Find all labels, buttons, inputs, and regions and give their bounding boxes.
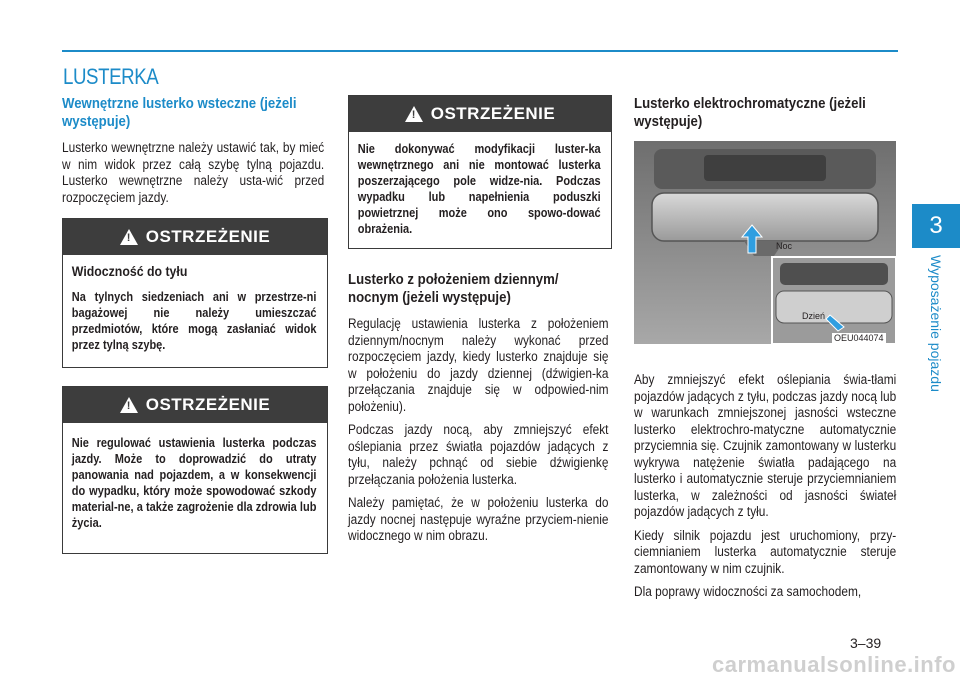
warning-header bbox=[63, 219, 327, 255]
chapter-tab: 3 bbox=[912, 204, 960, 248]
paragraph-inner-mirror: Lusterko wewnętrzne należy ustawić tak, by mieć w nim widok przez całą szybę tylną pojazdu. Lusterko wewnętrzne należy usta-wić przed rozpoczęciem jazdy. bbox=[62, 140, 325, 205]
warning-text: Na tylnych siedzeniach ani w przestrze-ni bagażowej nie należy umieszczać przedmiotów, które mogą zasłaniać widok przez tylną szybę. bbox=[71, 290, 317, 352]
chapter-label: Wyposażenie pojazdu bbox=[928, 255, 944, 392]
warning-box-modification bbox=[348, 95, 612, 249]
heading-inner-mirror: Wewnętrzne lusterko wsteczne (jeżeli występuje) bbox=[62, 95, 297, 130]
page-number: 3–39 bbox=[850, 635, 882, 651]
image-code: OEU044074 bbox=[834, 333, 884, 343]
warning-text: Nie dokonywać modyfikacji luster-ka wewnętrznego ani nie montować lusterka poszerzającego pole widze-nia. Podczas wypadku lub napełnienia poduszki powietrznej może ono spowo-dować obrażenia. bbox=[357, 142, 601, 236]
warning-header bbox=[63, 387, 327, 423]
paragraph-electrochromic-3: Dla poprawy widoczności za samochodem, bbox=[634, 584, 862, 599]
paragraph-day-night-3: Należy pamiętać, że w położeniu lusterka do jazdy nocnej następuje wyraźne przyciem-nienie widocznego w nim obrazu. bbox=[348, 495, 609, 543]
paragraph-day-night-2: Podczas jazdy nocą, aby zmniejszyć efekt oślepiania przez światła pojazdów jadących z tyłu, należy pchnąć od siebie dźwigienkę przełączania położenia lusterka. bbox=[348, 422, 609, 487]
label-day: Dzień bbox=[802, 311, 826, 321]
section-title: LUSTERKA bbox=[63, 64, 159, 89]
column-2-text bbox=[348, 271, 610, 552]
warning-label: OSTRZEŻENIE bbox=[145, 227, 271, 246]
top-rule bbox=[62, 50, 898, 52]
warning-box-adjust-while-driving bbox=[62, 386, 328, 554]
heading-day-night-mirror: Lusterko z położeniem dziennym/ nocnym (jeżeli występuje) bbox=[348, 271, 559, 306]
warning-icon: ! bbox=[405, 106, 423, 122]
watermark: carmanualsonline.info bbox=[712, 652, 956, 677]
paragraph-electrochromic-2: Kiedy silnik pojazdu jest uruchomiony, przy-ciemnianiem lusterka automatycznie steruje zamontowany w nim czujnik. bbox=[634, 527, 897, 576]
column-3-heading bbox=[634, 95, 896, 131]
warning-subtitle: Widoczność do tyłu bbox=[71, 263, 188, 279]
warning-text: Nie regulować ustawienia lusterka podczas jazdy. Może to doprowadzić do utraty panowania nad pojazdem, a w konsekwencji do wypadku, który może spowodować szkody material-ne, a także zagrożenie dla zdrowia lub życia. bbox=[71, 436, 317, 530]
warning-box-rear-view bbox=[62, 218, 328, 368]
paragraph-day-night-1: Regulację ustawienia lusterka z położeniem dziennym/nocnym należy wykonać przed rozpoczęciem jazdy, kiedy lusterko znajduje się w położeniu do jazdy dziennej (dźwigien-ka przełączania znajduje się w odpowied-nim położeniu). bbox=[348, 316, 609, 414]
label-night: Noc bbox=[776, 241, 793, 251]
column-3-text bbox=[634, 372, 896, 608]
heading-electrochromic-mirror: Lusterko elektrochromatyczne (jeżeli występuje) bbox=[634, 95, 866, 130]
mirror-photo bbox=[634, 141, 896, 344]
mirror-illustration bbox=[634, 141, 896, 344]
paragraph-electrochromic-1: Aby zmniejszyć efekt oślepiania świa-tłami pojazdów jadących z tyłu, podczas jazdy nocą lub w warunkach zmniejszonej jasności wsteczne lusterko elektrochro-matyczne automatycznie przyciemnia się. Czujnik zamontowany w lusterku wykrywa natężenie światła padającego na lusterko i automatycznie steruje przyciemnianiem lusterka, w zależności od jasności świateł pojazdów jadących z tyłu. bbox=[634, 372, 897, 519]
warning-icon: ! bbox=[120, 397, 138, 413]
column-1 bbox=[62, 95, 324, 213]
warning-label: OSTRZEŻENIE bbox=[430, 104, 556, 123]
warning-header bbox=[349, 96, 611, 132]
warning-label: OSTRZEŻENIE bbox=[145, 395, 271, 414]
warning-icon: ! bbox=[120, 229, 138, 245]
